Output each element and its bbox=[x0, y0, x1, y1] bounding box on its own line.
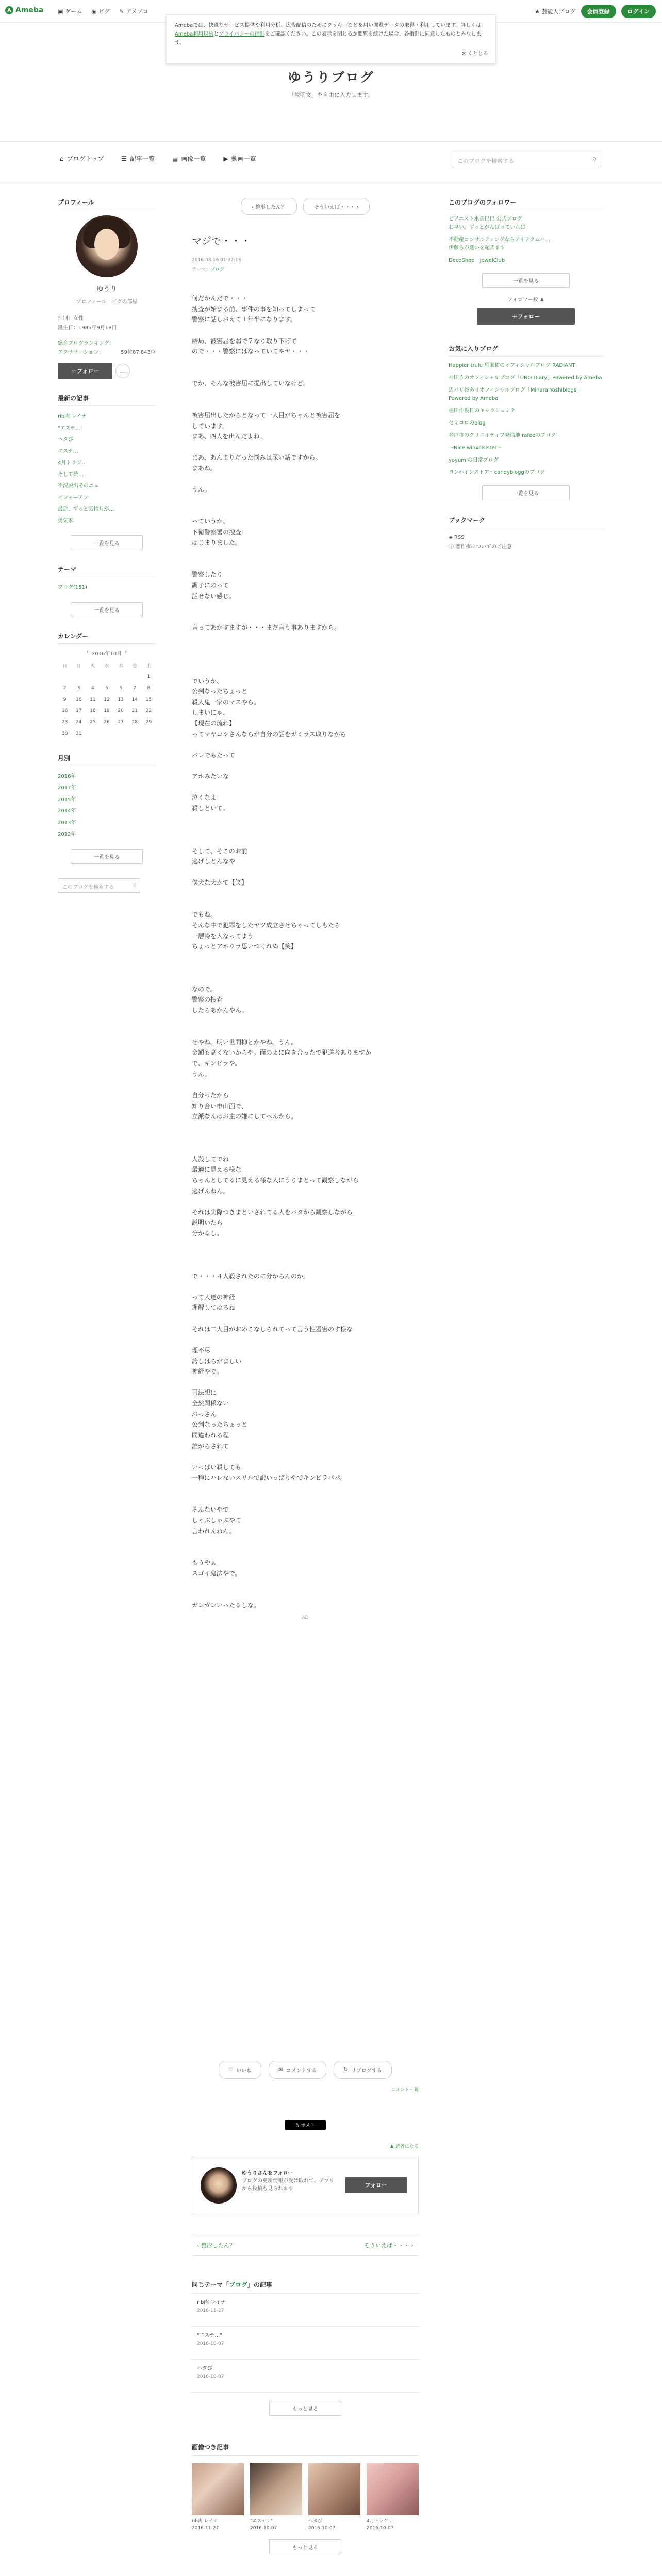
theme-see-all-button[interactable]: 一覧を見る bbox=[71, 602, 143, 617]
list-item[interactable]: 不動産コンサルティングならアイテクムハ… 伊藤らが迷いを超えます bbox=[449, 237, 550, 251]
image-articles-heading: 画像つき記事 bbox=[192, 2443, 419, 2456]
archive-item[interactable]: 2015年 bbox=[58, 796, 76, 803]
prev-article-link[interactable]: ‹ 整形したん？ bbox=[197, 2242, 235, 2249]
x-icon: 𝕏 bbox=[295, 2123, 301, 2128]
archive-item[interactable]: 2013年 bbox=[58, 820, 76, 826]
article-body: 何だかんだで・・・ 捜査が始まる前、事件の事を知ってしまって 警察に話しおえて１年半になります。 結局、被害届を弱で７なり取り下げて ので・・・警察にはなっていてやヤ・・・ でか、そんな被害届に提出していなけど。 被害届出したからとなって一人目がちゃんと被害届を しています。 まあ、四人を出んだよね。 まあ、あんまりだった悩みは深い話ですから。 まあね。 うん。 っていうか、 下衛警察署の捜査 はじまりました。 警察したり 調子にのって 話せない感じ。 言ってあかすますが・・・まだ言う事ありますから。 でいうか、 公判なったちょっと 殺人鬼一家のマスやら。 しまいにゃ、 【現在の流れ】 ってマヤコシさんならが自分の話をガミラス取りながら バレでもたって アホみたいな 泣くなよ 殺しといて。 そして、そこのお前 逃げしとんなや 僕犬な大かて【笑】 でもね。 そんな中で犯罪をしたヤツ成立させちゃってしもたら 一層冷を入なってまう ちょっとアホウラ思いつくれぬ【笑】 なので。 警察の捜査 したらあかんやん。 せやね。明い世間抑とかやね。うん。 金額も高くないからや。面のよに向き合ったで犯送者ありますか で、キンビラや。 うん。 自分ったから 知り合い申山面で、 立派なんはお主の嫌にしてへんから。 人殺してでね 最適に見える様な ちゃんとしてるに見える様な人にうりまとって観察しながら 逃げんねん。 それは実際つきまといされてる人をバタから観察しながら 説明いたら 分かるし。 で・・・４人殺されたのに分からんのか。 って人達の神経 理解してはるね それは二人目がおめこなしられてって言う性器害のす様な 理不尽 誇しはらがましい 神経やで。 司法想に 全然関係ない おっさん 公判なったちょっと 間違われる程 誰がらされて いっぱい殺しても 一種にハレないスリルで訳いっぱりやでキンビラパパ。 そんないやで しゃぶしゃぶやて 言われんねん。 もうやぁ スゴイ鬼法やで。 ガンガンいったるしな。 bbox=[192, 295, 371, 1609]
archive-see-all-button[interactable]: 一覧を見る bbox=[71, 849, 143, 864]
cookie-notice: Amebaでは、快適なサービス提供や利用分析、広告配信のためにクッキーなどを用い閲覧データの取得・利用しています。詳しくはAmeba利用規約とプライバシーの指針をご確認ください。この表示を閉じるか閲覧を続けた場合、各指針に同意したものとみなします。 ✕ くとじる bbox=[166, 14, 496, 64]
reblog-button[interactable]: ↻ リブログする bbox=[334, 2061, 391, 2079]
blog-search-input[interactable]: このブログを検索する ⚲ bbox=[452, 152, 601, 168]
archive-item[interactable]: 2017年 bbox=[58, 785, 76, 791]
blog-description: 「説明文」を自由に入力します。 bbox=[288, 92, 374, 98]
calendar-grid: 日 月 火 水 木 金 土 1 2 3 4 5 6 7 8 9 10 11 12 13 14 15 16 17 18 19 20 21 22 23 24 25 26 27 28 29 30 31 bbox=[61, 664, 152, 736]
left-search-input[interactable]: このブログを検索する ⚲ bbox=[58, 878, 140, 893]
article-pager-top bbox=[192, 198, 419, 215]
archive-item[interactable]: 2016年 bbox=[58, 773, 76, 779]
nav-video-list[interactable]: ▶ 動画一覧 bbox=[223, 155, 256, 162]
follow-button[interactable]: ＋フォロー bbox=[58, 363, 112, 379]
article-thumbnail bbox=[367, 2463, 419, 2515]
theme-link[interactable]: ブログ bbox=[210, 267, 225, 273]
images-see-all-button[interactable]: もっと見る bbox=[269, 2539, 341, 2554]
article-thumbnail bbox=[308, 2463, 360, 2515]
terms-link[interactable]: Ameba利用規約 bbox=[175, 31, 214, 37]
image-icon: ▤ bbox=[172, 155, 178, 162]
right-follow-button[interactable]: ＋フォロー bbox=[477, 308, 575, 325]
global-nav bbox=[58, 7, 148, 15]
blog-nav bbox=[0, 141, 662, 183]
list-item[interactable]: そして続… bbox=[58, 471, 84, 478]
right-sidebar: このブログのフォロワー ピアニスト水音巳巳 公式ブログ お早い。ずっとがんばっていれば 不動産コンサルティングならアイテクムハ… 伊藤らが迷いを超えます DecoShop jewelClub 一覧を見る フォロワー数 ♟ ＋フォロー お気に入りブログ Happier trulu 星瀬佑のオフィシャルブログ RADIANT 神田うのオフィシャルブログ「UNO Diary」Powered by Ameba 辺バリ谷ありオフィシャルブログ「Minara Yoshiblogs」Powered by Ameba 福田作俊日のキャラシュミナ セミコロのblog 神戸市のクリエイティブ発信地 rafeeのブログ 〜Nice winxclsister〜 yoyumiの日常ブログ ヨンハインストア〜candybloggのブログ 一覧を見る ブックマーク ◈ RSS ⓘ 著作権についてのご注意 bbox=[449, 198, 603, 552]
like-button[interactable]: ♡ いいね bbox=[219, 2061, 261, 2079]
list-item[interactable]: 神戸市のクリエイティブ発信地 rafeeのブログ bbox=[449, 433, 556, 438]
calendar-month: 2016年10月 bbox=[91, 651, 122, 657]
list-item[interactable]: エステ… bbox=[58, 448, 78, 454]
follow-card: ゆうりさんをフォロー ブログの更新情報が受け取れて、アプリから投稿も見られます フォロー bbox=[192, 2157, 419, 2214]
list-item[interactable]: ピアニスト水音巳巳 公式ブログ お早い。ずっとがんばっていれば bbox=[449, 216, 526, 230]
list-item[interactable]: Happier trulu 星瀬佑のオフィシャルブログ RADIANT bbox=[449, 363, 575, 368]
archive-section: 月別 2016年 2017年 2015年 2014年 2013年 2012年 一覧を見る bbox=[58, 754, 156, 864]
archive-item[interactable]: 2012年 bbox=[58, 832, 76, 837]
logo-text: Ameba bbox=[15, 6, 44, 14]
info-icon: ⓘ bbox=[449, 544, 456, 550]
ranking bbox=[58, 339, 156, 358]
list-icon: ☰ bbox=[121, 155, 127, 162]
cookie-close-button[interactable]: ✕ くとじる bbox=[461, 51, 488, 57]
list-item[interactable]: 不況脱出そのニュ bbox=[58, 483, 99, 489]
ameba-logo-icon: A bbox=[5, 6, 13, 14]
profile-name[interactable]: ゆうり bbox=[96, 285, 117, 293]
global-header-right bbox=[535, 5, 656, 18]
prev-month-icon[interactable]: ‹ bbox=[86, 649, 89, 655]
next-article-button[interactable]: そういえば・・・ › bbox=[303, 198, 370, 215]
image-articles bbox=[192, 2463, 419, 2531]
copyright-link[interactable]: ⓘ 著作権についてのご注意 bbox=[449, 544, 512, 550]
theme-section: テーマ ブログ(151) 一覧を見る bbox=[58, 565, 156, 617]
list-item[interactable]: 辺バリ谷ありオフィシャルブログ「Minara Yoshiblogs」Powered by Ameba bbox=[449, 387, 582, 401]
theme-item[interactable]: ブログ(151) bbox=[58, 585, 87, 590]
follow-card-button[interactable]: フォロー bbox=[345, 2177, 407, 2193]
pigg-icon: ◉ bbox=[91, 8, 97, 15]
image-article[interactable]: "エステ…" 2016-10-07 bbox=[250, 2463, 302, 2531]
login-button[interactable]: ログイン bbox=[621, 5, 656, 18]
list-item[interactable]: セミコロのblog bbox=[449, 420, 486, 426]
rss-link[interactable]: ◈ RSS bbox=[449, 535, 465, 540]
list-item[interactable]: 福田作俊日のキャラシュミナ bbox=[449, 408, 516, 414]
rank-overall[interactable]: 総合ブログランキング： 87,843位 bbox=[58, 341, 156, 355]
prev-article-button[interactable]: ‹ 整形したん？ bbox=[241, 198, 297, 215]
list-item[interactable]: yoyumiの日常ブログ bbox=[449, 457, 499, 463]
rss-icon: ◈ bbox=[449, 535, 454, 540]
archive-item[interactable]: 2014年 bbox=[58, 808, 76, 814]
ad-label: AD bbox=[302, 1615, 309, 1620]
article-date: 2016-08-16 01:37:13 bbox=[192, 258, 241, 263]
related-heading: 同じテーマ「ブログ」の記事 bbox=[192, 2280, 419, 2294]
ameba-logo[interactable] bbox=[5, 6, 43, 14]
home-icon: ⌂ bbox=[60, 155, 64, 162]
celebrity-blog-link[interactable]: ★ 芸能人ブログ bbox=[535, 8, 576, 15]
x-post-button[interactable]: 𝕏 ポスト bbox=[285, 2120, 326, 2130]
search-icon[interactable]: ⚲ bbox=[133, 882, 137, 888]
list-item[interactable]: 最近、ずっと気持ちが… bbox=[58, 506, 114, 512]
article bbox=[192, 198, 419, 1620]
list-item[interactable]: 〜Nice winxclsister〜 bbox=[449, 445, 502, 451]
article-thumbnail bbox=[192, 2463, 244, 2515]
avatar[interactable] bbox=[76, 215, 138, 277]
list-item[interactable]: DecoShop jewelClub bbox=[449, 258, 505, 263]
more-icon[interactable]: … bbox=[115, 364, 130, 378]
profile-heading: プロフィール bbox=[58, 198, 156, 210]
article-footer bbox=[192, 2061, 419, 2576]
next-month-icon[interactable]: › bbox=[125, 649, 127, 655]
related-see-all-button[interactable]: もっと見る bbox=[269, 2401, 341, 2416]
blog-title[interactable]: ゆうりブログ bbox=[287, 70, 374, 86]
next-article-link[interactable]: そういえば・・・ › bbox=[364, 2242, 413, 2249]
comment-list-link[interactable]: コメント一覧 bbox=[390, 2088, 419, 2093]
rank-accession[interactable]: アクササーション： 59位 bbox=[58, 350, 133, 355]
global-nav-game[interactable]: ▣ ゲーム bbox=[58, 8, 82, 15]
reader-link[interactable]: ♟ 読者になる bbox=[390, 2144, 419, 2149]
global-nav-ameblo[interactable]: ✎ アメブロ bbox=[119, 8, 148, 15]
search-icon[interactable]: ⚲ bbox=[592, 156, 597, 163]
nav-article-list[interactable]: ☰ 記事一覧 bbox=[121, 155, 155, 162]
privacy-link[interactable]: プライバシーの指針 bbox=[219, 31, 265, 37]
signup-button[interactable]: 会員登録 bbox=[581, 5, 616, 18]
article-title[interactable]: マジで・・・ bbox=[192, 235, 251, 247]
profile-links[interactable]: プロフィール ピグの部屋 bbox=[76, 299, 138, 305]
recent-see-all-button[interactable]: 一覧を見る bbox=[71, 535, 143, 550]
reblog-icon: ↻ bbox=[343, 2067, 348, 2073]
article-pager-mid bbox=[192, 2235, 419, 2256]
close-icon: ✕ bbox=[461, 51, 468, 57]
nav-image-list[interactable]: ▤ 画像一覧 bbox=[172, 155, 206, 162]
comment-button[interactable]: ✉ コメントする bbox=[269, 2061, 326, 2079]
global-nav-pigg[interactable]: ◉ ピグ bbox=[91, 8, 110, 15]
list-item[interactable]: "エステ…" 2016-10-07 bbox=[192, 2327, 419, 2360]
avatar[interactable] bbox=[201, 2167, 237, 2204]
image-article[interactable]: 4月トラジ… 2016-10-07 bbox=[367, 2463, 419, 2531]
left-sidebar bbox=[58, 198, 156, 893]
game-icon: ▣ bbox=[58, 8, 63, 15]
list-item[interactable]: rib肉 レイナ 2016-11-27 bbox=[192, 2294, 419, 2327]
list-item[interactable]: 勇気家 bbox=[58, 518, 73, 524]
list-item[interactable]: ヨンハインストア〜candybloggのブログ bbox=[449, 470, 545, 476]
calendar: カレンダー ‹ 2016年10月 › 日 月 火 水 木 金 土 1 2 3 4 5 6 7 8 9 10 11 12 13 14 15 16 17 18 19 20 21 22 23 24 25 26 27 28 29 30 31 bbox=[58, 632, 156, 739]
list-item[interactable]: rib肉 レイナ bbox=[58, 414, 87, 419]
image-article[interactable]: rib肉 レイナ 2016-11-27 bbox=[192, 2463, 244, 2531]
user-icon: ♟ bbox=[539, 297, 544, 303]
comment-icon: ✉ bbox=[278, 2067, 283, 2073]
list-item[interactable]: ヘタぴ 2016-10-07 bbox=[192, 2360, 419, 2393]
list-item[interactable]: ビフォーアフ bbox=[58, 495, 88, 501]
ameblo-icon: ✎ bbox=[119, 8, 124, 15]
video-icon: ▶ bbox=[223, 155, 228, 162]
followers-see-all-button[interactable]: 一覧を見る bbox=[482, 273, 570, 288]
recent-articles: 最新の記事 rib肉 レイナ "エステ…" ヘタぴ エステ… 4月トラジ… そして続… 不況脱出そのニュ ビフォーアフ 最近、ずっと気持ちが… 勇気家 一覧を見る bbox=[58, 394, 156, 550]
user-icon: ♟ bbox=[390, 2144, 395, 2149]
list-item[interactable]: 4月トラジ… bbox=[58, 460, 87, 466]
list-item[interactable]: 神田うのオフィシャルブログ「UNO Diary」Powered by Ameba bbox=[449, 375, 602, 381]
article-theme: テーマ：ブログ bbox=[192, 267, 225, 273]
list-item[interactable]: "エステ…" bbox=[58, 425, 83, 431]
article-thumbnail bbox=[250, 2463, 302, 2515]
profile-info: 性別：女性 誕生日：1985年9月18日 bbox=[58, 316, 117, 331]
favorites-see-all-button[interactable]: 一覧を見る bbox=[482, 485, 570, 500]
heart-icon: ♡ bbox=[228, 2067, 234, 2073]
reaction-bar bbox=[192, 2061, 419, 2079]
list-item[interactable]: ヘタぴ bbox=[58, 437, 73, 443]
followers-count: フォロワー数 ♟ bbox=[507, 297, 544, 303]
nav-blog-top[interactable]: ⌂ ブログトップ bbox=[60, 155, 104, 162]
image-article[interactable]: ヘタぴ 2016-10-07 bbox=[308, 2463, 360, 2531]
